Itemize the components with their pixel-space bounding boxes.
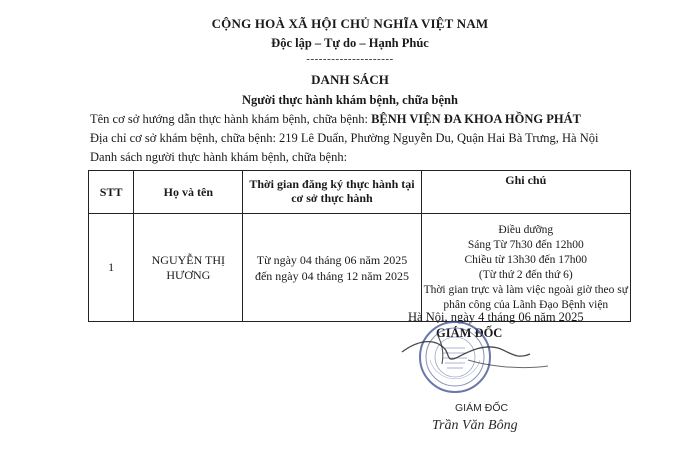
handwritten-signature [398,330,558,390]
signing-date: Hà Nội, ngày 4 tháng 06 năm 2025 [408,310,584,324]
note-morning: Sáng Từ 7h30 đến 12h00 [467,238,584,251]
director-title: GIÁM ĐỐC [436,326,503,340]
note-role: Điều dưỡng [498,223,554,236]
note-overtime-1: Thời gian trực và làm việc ngoài giờ theo sự [423,283,628,296]
cell-name: NGUYỄN THỊ HƯƠNG [134,214,243,322]
header-name: Họ và tên [134,171,243,214]
facility-name: BỆNH VIỆN ĐA KHOA HỒNG PHÁT [371,112,581,126]
national-motto: Độc lập – Tự do – Hạnh Phúc [271,36,429,50]
header-stt: STT [89,171,134,214]
practitioner-table [88,170,631,322]
table-row [89,214,631,322]
cell-period: Từ ngày 04 tháng 06 năm 2025 đến ngày 04 tháng 12 năm 2025 [243,214,421,322]
header-period: Thời gian đăng ký thực hành tại cơ sở thực hành [243,171,421,214]
cell-notes [421,214,630,322]
facility-line [90,112,581,127]
header-separator: --------------------- [306,53,394,65]
cell-stt: 1 [89,214,134,322]
note-overtime-2: phân công của Lãnh Đạo Bệnh viện [443,298,609,311]
national-title: CỘNG HOÀ XÃ HỘI CHỦ NGHĨA VIỆT NAM [211,16,489,31]
note-weekdays: (Từ thứ 2 đến thứ 6) [478,268,573,281]
header-notes: Ghi chú [421,171,630,214]
facility-address: Địa chỉ cơ sở khám bệnh, chữa bệnh: 219 Lê Duẩn, Phường Nguyễn Du, Quận Hai Bà Trưng, Hà Nội [90,131,599,145]
facility-label: Tên cơ sở hướng dẫn thực hành khám bệnh, chữa bệnh: [90,112,368,126]
note-afternoon: Chiều từ 13h30 đến 17h00 [464,253,588,266]
table-header-row [89,171,631,214]
signer-role: GIÁM ĐỐC [455,402,509,414]
document-subtitle: Người thực hành khám bệnh, chữa bệnh [242,93,458,107]
signer-name: Trần Văn Bông [432,418,518,433]
list-label: Danh sách người thực hành khám bệnh, chữa bệnh: [90,150,348,164]
document-title: DANH SÁCH [311,72,389,87]
